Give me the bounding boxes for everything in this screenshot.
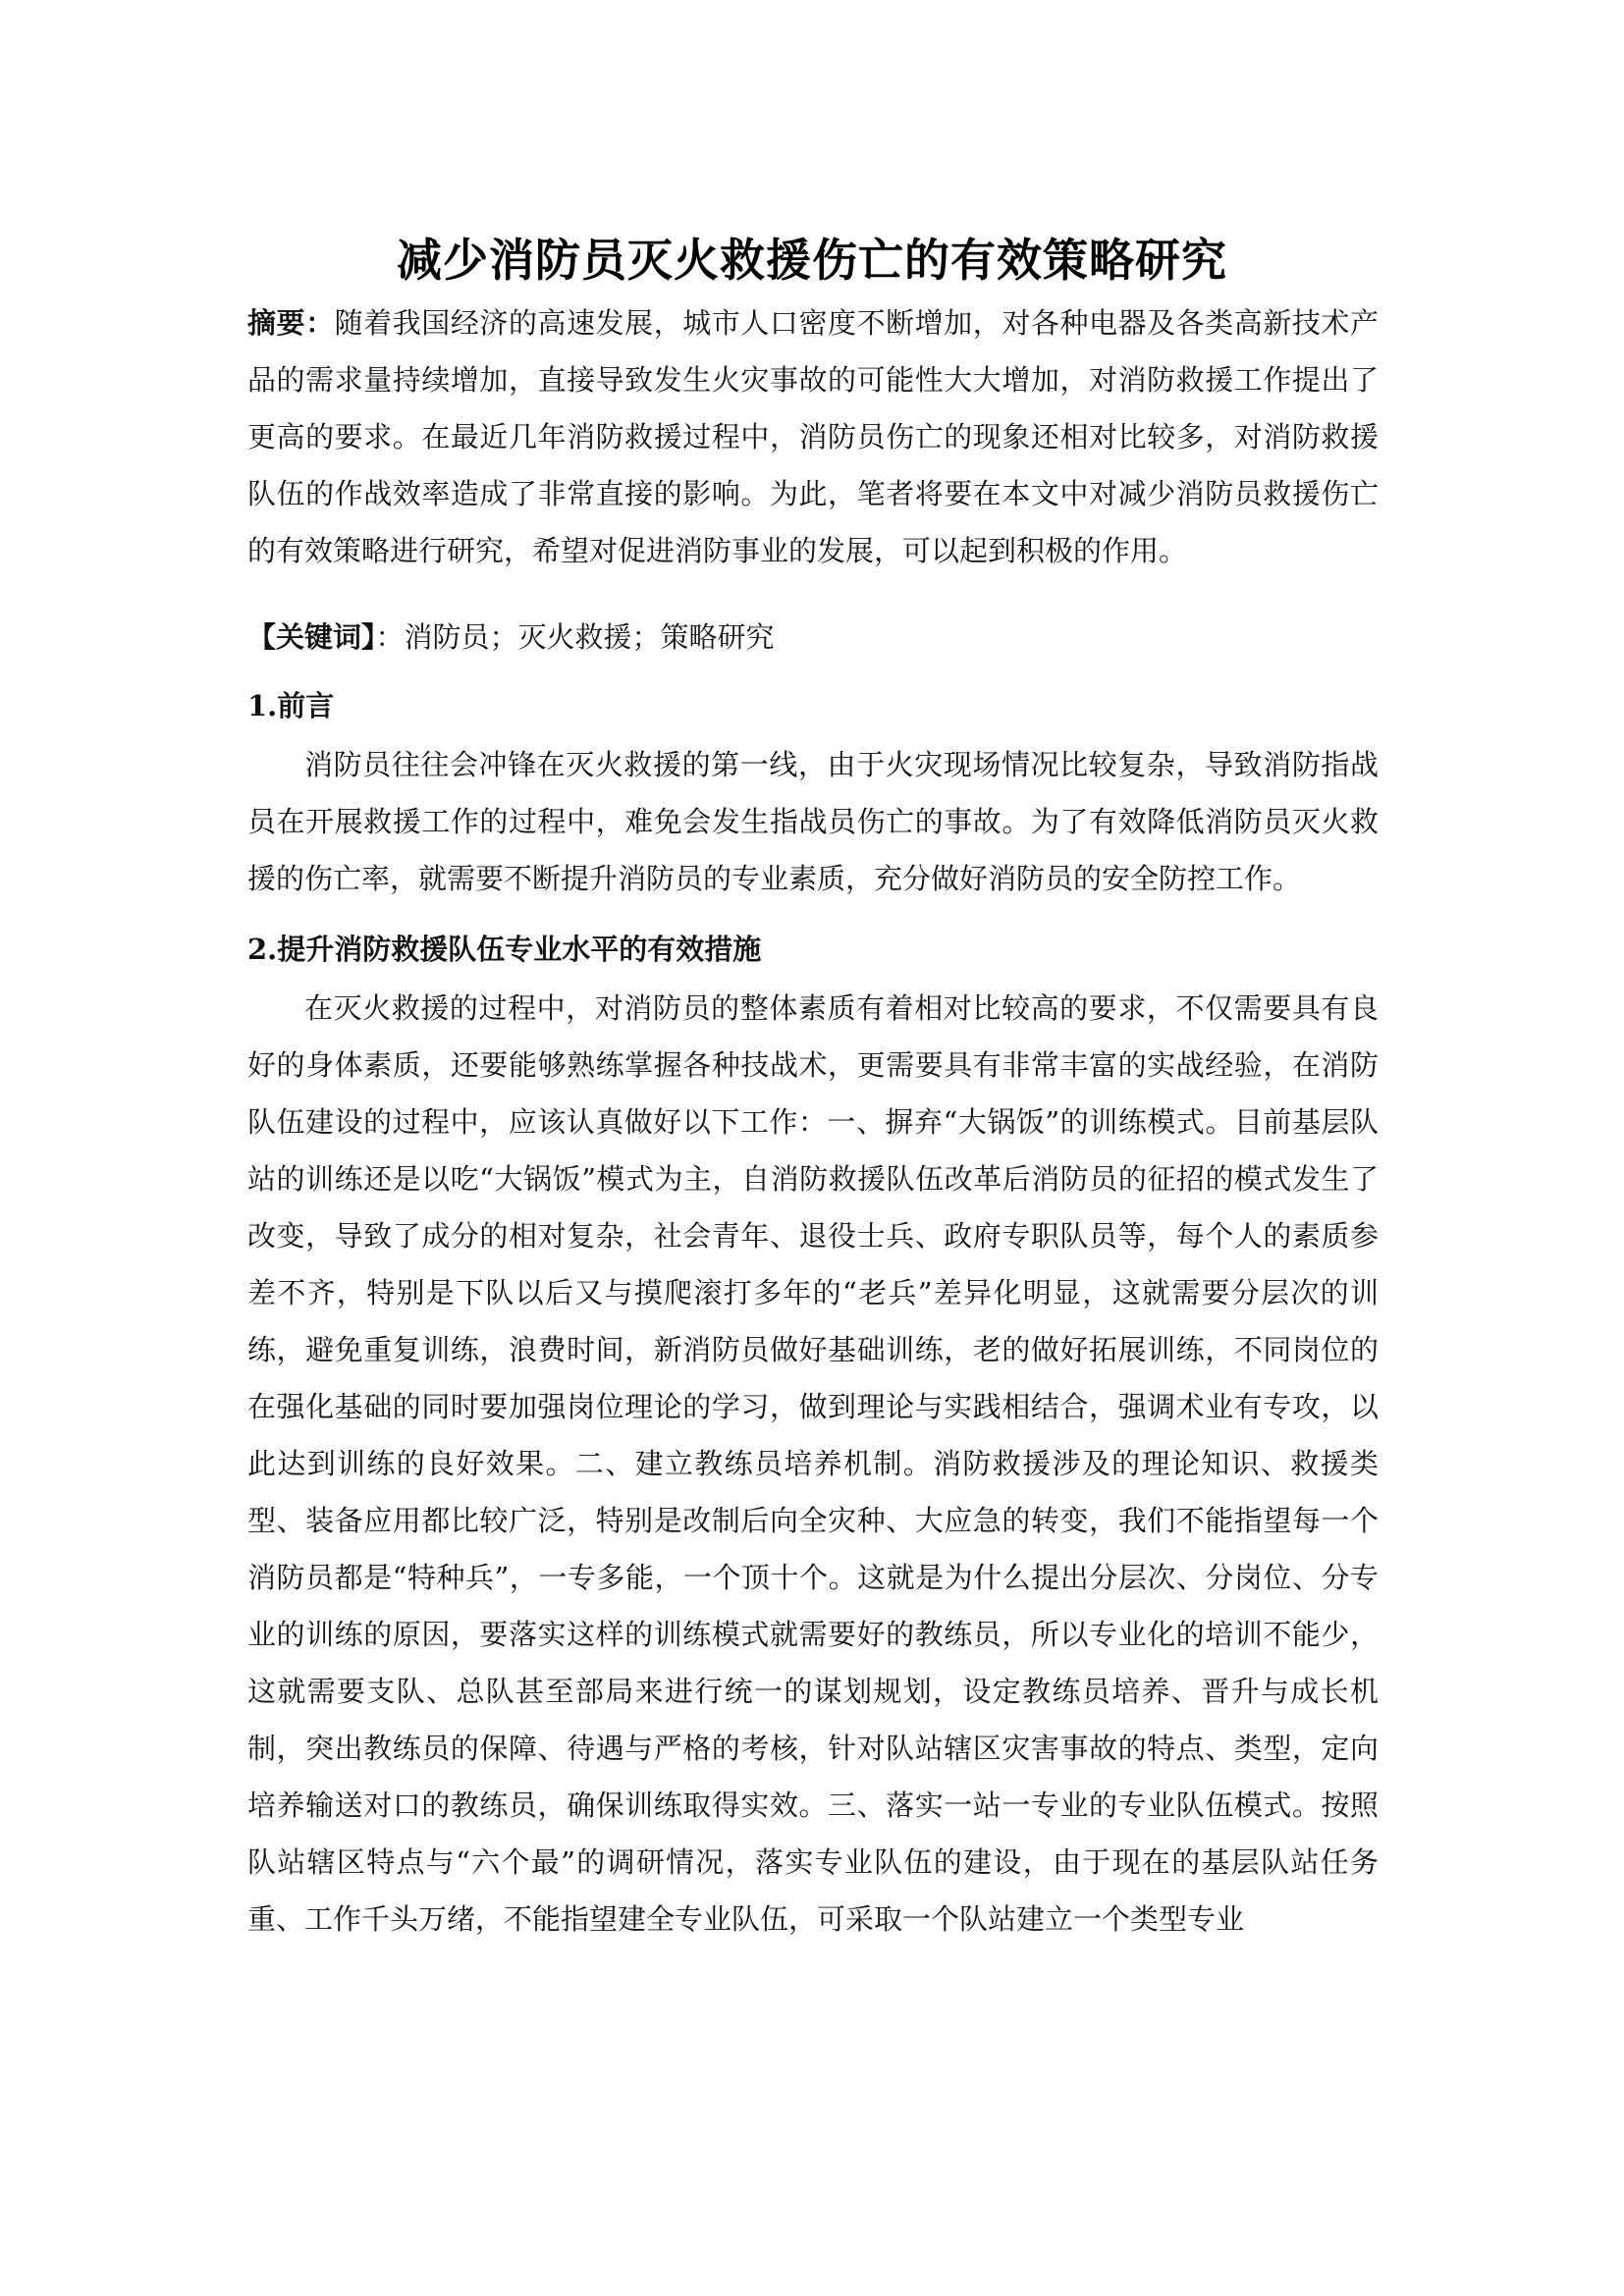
abstract-paragraph: [247, 294, 1379, 579]
abstract-label: 摘要：: [247, 306, 335, 340]
paper-title: 减少消防员灭火救援伤亡的有效策略研究: [397, 234, 1227, 287]
keywords-label: 【关键词】: [247, 620, 376, 654]
abstract-text: 随着我国经济的高速发展，城市人口密度不断增加，对各种电器及各类高新技术产品的需求量持续增加，直接导致发生火灾事故的可能性大大增加，对消防救援工作提出了更高的要求。在最近几年消防救援过程中，消防员伤亡的现象还相对比较多，对消防救援队伍的作战效率造成了非常直接的影响。为此，笔者将要在本文中对减少消防员救援伤亡的有效策略进行研究，希望对促进消防事业的发展，可以起到积极的作用。: [247, 306, 1379, 567]
section-heading-2: 2.提升消防救援队伍专业水平的有效措施: [247, 933, 762, 966]
keywords-text: ：消防员；灭火救援；策略研究: [375, 620, 775, 654]
keywords-line: [247, 609, 1379, 666]
section-paragraph-1: 消防员往往会冲锋在灭火救援的第一线，由于火灾现场情况比较复杂，导致消防指战员在开展救援工作的过程中，难免会发生指战员伤亡的事故。为了有效降低消防员灭火救援的伤亡率，就需要不断提升消防员的专业素质，充分做好消防员的安全防控工作。: [247, 748, 1379, 895]
section-paragraph-2: 在灭火救援的过程中，对消防员的整体素质有着相对比较高的要求，不仅需要具有良好的身体素质，还要能够熟练掌握各种技战术，更需要具有非常丰富的实战经验，在消防队伍建设的过程中，应该认真做好以下工作：一、摒弃“大锅饭”的训练模式。目前基层队站的训练还是以吃“大锅饭”模式为主，自消防救援队伍改革后消防员的征招的模式发生了改变，导致了成分的相对复杂，社会青年、退役士兵、政府专职队员等，每个人的素质参差不齐，特别是下队以后又与摸爬滚打多年的“老兵”差异化明显，这就需要分层次的训练，避免重复训练，浪费时间，新消防员做好基础训练，老的做好拓展训练，不同岗位的在强化基础的同时要加强岗位理论的学习，做到理论与实践相结合，强调术业有专攻，以此达到训练的良好效果。二、建立教练员培养机制。消防救援涉及的理论知识、救援类型、装备应用都比较广泛，特别是改制后向全灾种、大应急的转变，我们不能指望每一个消防员都是“特种兵”，一专多能，一个顶十个。这就是为什么提出分层次、分岗位、分专业的训练的原因，要落实这样的训练模式就需要好的教练员，所以专业化的培训不能少，这就需要支队、总队甚至部局来进行统一的谋划规划，设定教练员培养、晋升与成长机制，突出教练员的保障、待遇与严格的考核，针对队站辖区灾害事故的特点、类型，定向培养输送对口的教练员，确保训练取得实效。三、落实一站一专业的专业队伍模式。按照队站辖区特点与“六个最”的调研情况，落实专业队伍的建设，由于现在的基层队站任务重、工作千头万绪，不能指望建全专业队伍，可采取一个队站建立一个类型专业: [247, 991, 1379, 1936]
section-heading-1: 1.前言: [247, 689, 335, 722]
